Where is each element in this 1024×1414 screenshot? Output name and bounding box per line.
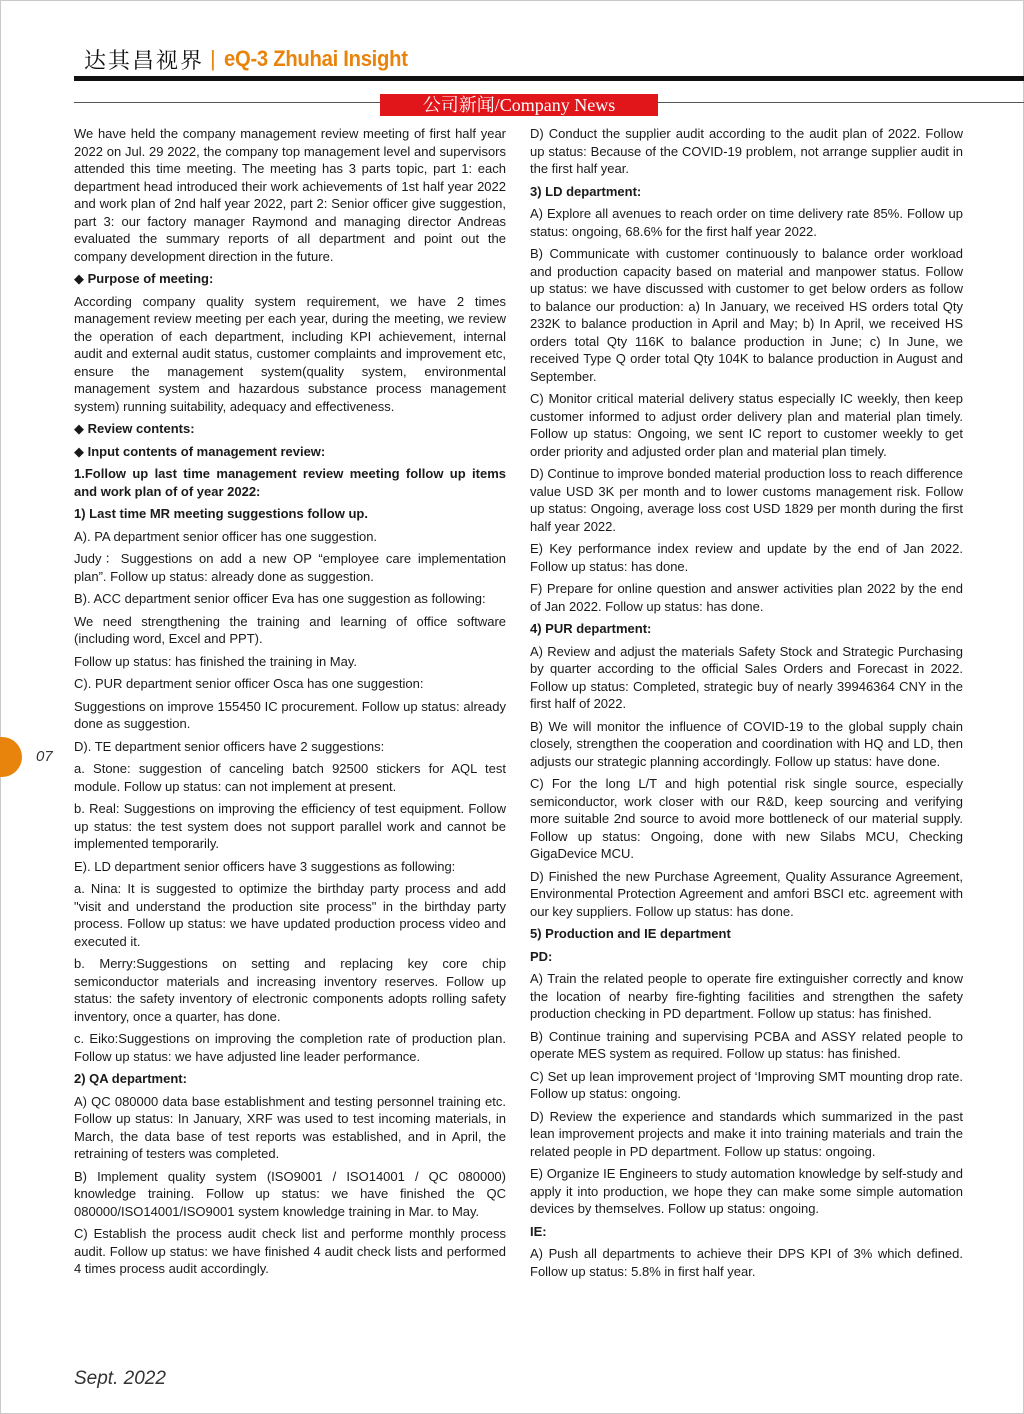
paragraph: A) Review and adjust the materials Safety Stock and Strategic Purchasing by quarter according to the official Sales Orders and Forecast in 2022. Follow up status: Completed, strategic buy of nearly 39946364 CNY in the first half of 2022. — [530, 643, 963, 711]
paragraph: We have held the company management review meeting of first half year 2022 on Jul. 29 2022, the company top management level and supervisors attended this time meeting. The meeting has 3 parts topic, part 1: each department head introduced their work achievements of 1st half year 2022 and work plan of 2nd half year 2022, part 2: Senior officer give suggestion, part 3: our factory manager Raymond and managing director Andreas evaluated the summary reports of all department and point out the company development direction in the future. — [74, 126, 506, 264]
page-number: 07 — [36, 748, 53, 765]
paragraph: F) Prepare for online question and answer activities plan 2022 by the end of Jan 2022. Follow up status: has done. — [530, 581, 963, 614]
header-chinese-title: 达其昌视界 — [84, 48, 205, 74]
heading: ◆ Review contents: — [74, 421, 195, 436]
heading: 4) PUR department: — [530, 621, 652, 636]
paragraph: A) Train the related people to operate fire extinguisher correctly and know the location of nearby fire-fighting facilities and strengthen the safety production checking in PD department. Follow up status: has finished. — [530, 971, 963, 1021]
paragraph: A) Push all departments to achieve their DPS KPI of 3% which defined. Follow up status: 5.8% in first half year. — [530, 1246, 963, 1279]
paragraph: E) Organize IE Engineers to study automation knowledge by self-study and apply it into production, we hope they can make some simple automation devices by themselves. Follow up status: ongoing. — [530, 1166, 963, 1216]
paragraph: a. Nina: It is suggested to optimize the birthday party process and add "visit and understand the production site process" in the birthday party process. Follow up status: we have updated production process video and executed it. — [74, 881, 506, 949]
paragraph: Follow up status: has finished the training in May. — [74, 653, 358, 669]
header-separator: | — [210, 46, 216, 71]
magazine-header — [84, 44, 423, 74]
paragraph: B). ACC department senior officer Eva has one suggestion as following: — [74, 591, 486, 606]
paragraph: C). PUR department senior officer Osca has one suggestion: — [74, 676, 424, 691]
paragraph: D). TE department senior officers have 2 suggestions: — [74, 738, 385, 754]
paragraph: B) Continue training and supervising PCBA and ASSY related people to operate MES system as required. Follow up status: has finished. — [530, 1028, 963, 1061]
paragraph: D) Review the experience and standards which summarized in the past lean improvement projects and make it into training materials and train the related people in PD department. Follow up status: ongoing. — [530, 1108, 963, 1159]
heading: ◆ Purpose of meeting: — [74, 271, 214, 286]
section-title: 公司新闻/Company News — [380, 94, 658, 116]
paragraph: D) Conduct the supplier audit according to the audit plan of 2022. Follow up status: Because of the COVID-19 problem, not arrange supplier audit in the first half year. — [530, 126, 963, 176]
paragraph: b. Real: Suggestions on improving the efficiency of test equipment. Follow up status: the test system does not support parallel work and cannot be implemented temporarily. — [74, 801, 506, 851]
footer-date: Sept. 2022 — [74, 1368, 166, 1389]
heading: 3) LD department: — [530, 183, 642, 199]
paragraph: D) Finished the new Purchase Agreement, Quality Assurance Agreement, Environmental Protection Agreement and amfori BSCI etc. agreement with our key suppliers. Follow up status: has done. — [530, 868, 963, 919]
left-column — [74, 125, 506, 1283]
header-english-title: eQ-3 Zhuhai Insight — [223, 46, 408, 71]
heading: 5) Production and IE department — [530, 926, 731, 941]
header-rule — [74, 76, 1024, 81]
paragraph: D) Continue to improve bonded material production loss to reach difference value USD 3K per month and to lower customs management risk. Follow up status: Ongoing, average loss cost USD 1829 per month during the first half year 2022. — [530, 466, 963, 534]
paragraph: B) We will monitor the influence of COVID-19 to the global supply chain closely, strengthen the cooperation and coordination with HQ and LD, then adjusts our strategic planning accordingly. Follow up status: have done. — [530, 718, 963, 769]
heading: 1) Last time MR meeting suggestions follow up. — [74, 506, 368, 521]
heading: PD: — [530, 948, 553, 964]
paragraph: C) Set up lean improvement project of ‘Improving SMT mounting drop rate. Follow up status: ongoing. — [530, 1068, 963, 1101]
paragraph: C) Establish the process audit check list and performe monthly process audit. Follow up status: we have finished 4 audit check lists and performed 4 times process audit accordingly. — [74, 1226, 506, 1276]
paragraph: Judy：Suggestions on add a new OP “employee care implementation plan”. Follow up status: already done as suggestion. — [74, 551, 506, 584]
paragraph: c. Eiko:Suggestions on improving the completion rate of production plan. Follow up status: we have adjusted line leader performance. — [74, 1031, 506, 1064]
paragraph: Suggestions on improve 155450 IC procurement. Follow up status: already done as suggestion. — [74, 698, 506, 731]
paragraph: E). LD department senior officers have 3 suggestions as following: — [74, 858, 456, 874]
paragraph: C) Monitor critical material delivery status especially IC weekly, then keep customer informed to adjust order delivery plan and material plan timely. Follow up status: Ongoing, we sent IC report to customer weekly to get order priority and adjusted order plan and material plan timely. — [530, 391, 963, 459]
paragraph: B) Implement quality system (ISO9001 / ISO14001 / QC 080000) knowledge training. Follow up status: we have finished the QC 080000/ISO14001/ISO9001 system knowledge training in Mar. to May. — [74, 1168, 506, 1219]
heading: 1.Follow up last time management review meeting follow up items and work plan of of year 2022: — [74, 466, 506, 499]
paragraph: B) Communicate with customer continuously to balance order workload and production capacity based on material and manpower status. Follow up status: we have discussed with customer to get below orders as follow to balance our production: a) In January, we received HS orders total Qty 232K to balance production in April and May; b) In April, we received HS orders total Qty 116K to balance production in June; c) In June, we received Type Q order total Qty 104K to balance production in August and September. — [530, 246, 963, 384]
paragraph: A) Explore all avenues to reach order on time delivery rate 85%. Follow up status: ongoing, 68.6% for the first half year 2022. — [530, 206, 963, 239]
paragraph: According company quality system requirement, we have 2 times management review meeting per each year, during the meeting, we review the operation of each department, including KPI achievement, internal audit and external audit status, customer complaints and improvement etc, ensure the management system(quality system, environmental management system and hazardous substance process management system) running suitability, adequacy and effectiveness. — [74, 293, 506, 414]
paragraph: b. Merry:Suggestions on setting and replacing key core chip semiconductor materials and increasing inventory reserves. Follow up status: the safety inventory of electronic components adopts rolling safety inventory, once a quarter, has done. — [74, 956, 506, 1024]
paragraph: A). PA department senior officer has one suggestion. — [74, 528, 378, 544]
heading: IE: — [530, 1223, 547, 1239]
paragraph: C) For the long L/T and high potential risk single source, especially semiconductor, work closer with our R&D, keep sourcing and verifying more suitable 2nd source to avoid more bottleneck of our material supply. Follow up status: Ongoing, done with new Silabs MCU, Checking GigaDevice MCU. — [530, 776, 963, 861]
heading: 2) QA department: — [74, 1071, 187, 1086]
paragraph: We need strengthening the training and learning of office software (including word, Excel and PPT). — [74, 613, 506, 646]
heading: ◆ Input contents of management review: — [74, 443, 326, 459]
paragraph: A) QC 080000 data base establishment and testing personnel training etc. Follow up status: In January, XRF was used to test incoming materials, in March, the data base of test reports was established, and in April, the retraining of testers was completed. — [74, 1093, 506, 1161]
paragraph: E) Key performance index review and update by the end of Jan 2022. Follow up status: has done. — [530, 541, 963, 574]
paragraph: a. Stone: suggestion of canceling batch 92500 stickers for AQL test module. Follow up status: can not implement at present. — [74, 761, 506, 794]
right-column — [530, 125, 963, 1285]
